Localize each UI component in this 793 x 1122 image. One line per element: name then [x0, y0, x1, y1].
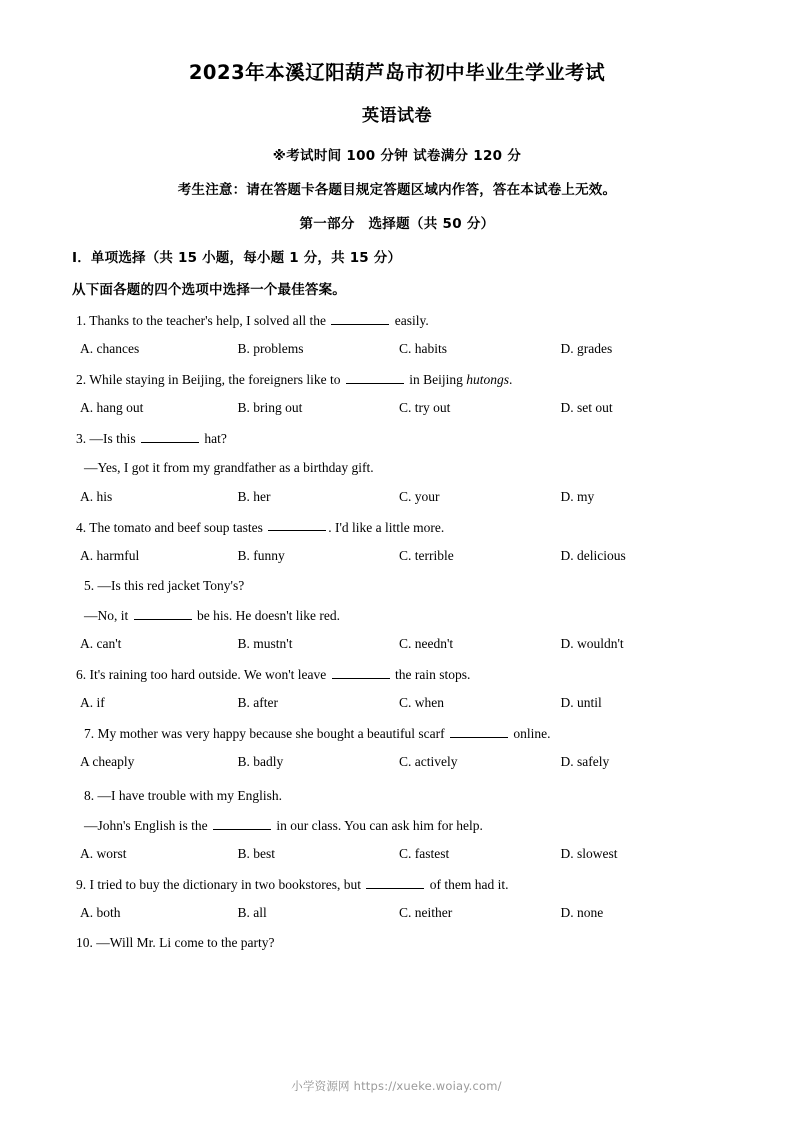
option-d[interactable]: D. delicious [560, 547, 626, 563]
question-options [76, 341, 722, 357]
question-options [76, 548, 722, 564]
candidate-notice: 考生注意：请在答题卡各题目规定答题区域内作答，答在本试卷上无效。 [177, 182, 617, 199]
option-b[interactable]: B. best [237, 846, 276, 862]
question-stem [76, 875, 722, 894]
answer-blank [213, 816, 271, 830]
question-options [76, 489, 722, 505]
option-a[interactable]: A. hang out [80, 400, 144, 416]
option-d[interactable]: D. my [560, 488, 595, 504]
option-b[interactable]: B. mustn't [237, 635, 293, 651]
page-content [72, 58, 722, 952]
question-text-part: 6. It's raining too hard outside. We won't leave [76, 666, 330, 682]
option-c[interactable]: C. neither [399, 905, 453, 921]
question-options [76, 754, 722, 770]
question-text-part: in Beijing [405, 372, 467, 388]
option-b[interactable]: B. problems [237, 341, 304, 357]
question-text-part: easily. [391, 313, 429, 329]
option-d[interactable]: D. slowest [560, 846, 618, 862]
question-text-part: 3. —Is this [76, 431, 140, 447]
watermark-url: https://xueke.woiay.com/ [353, 1079, 502, 1093]
answer-blank [268, 518, 326, 532]
option-c[interactable]: C. fastest [399, 846, 450, 862]
option-a[interactable]: A. if [80, 694, 105, 710]
answer-blank [332, 665, 390, 679]
question-text-part: . I'd like a little more. [328, 519, 445, 535]
question-stem: 10. —Will Mr. Li come to the party? [76, 935, 275, 951]
question-text-part: 9. I tried to buy the dictionary in two bookstores, but [76, 876, 365, 892]
option-d[interactable]: D. set out [560, 400, 613, 416]
watermark-site-name: 小学资源网 [291, 1079, 350, 1093]
question-text-part: 4. The tomato and beef soup tastes [76, 519, 267, 535]
question-dialog-line: —Yes, I got it from my grandfather as a birthday gift. [84, 460, 374, 476]
answer-blank [134, 606, 192, 620]
option-b[interactable]: B. badly [237, 753, 284, 769]
option-c[interactable]: C. terrible [399, 547, 454, 563]
question-stem [76, 665, 722, 684]
answer-blank [141, 429, 199, 443]
watermark [0, 1078, 793, 1094]
option-b[interactable]: B. funny [237, 547, 285, 563]
option-c[interactable]: C. your [399, 488, 440, 504]
option-a[interactable]: A. both [80, 905, 121, 921]
option-a[interactable]: A. harmful [80, 547, 140, 563]
question-text-part: 1. Thanks to the teacher's help, I solved all the [76, 313, 330, 329]
answer-blank [346, 370, 404, 384]
question-text-part: of them had it. [426, 876, 509, 892]
option-d[interactable]: D. until [560, 694, 602, 710]
option-b[interactable]: B. all [237, 905, 267, 921]
exam-info: ※考试时间 100 分钟 试卷满分 120 分 [272, 148, 522, 165]
italic-term: hutongs [466, 372, 509, 388]
question-text-part: —John's English is the [84, 817, 211, 833]
option-a[interactable]: A. worst [80, 846, 127, 862]
option-b[interactable]: B. her [237, 488, 271, 504]
option-d[interactable]: D. none [560, 905, 604, 921]
question-options [76, 695, 722, 711]
question-options [76, 905, 722, 921]
question-stem [84, 724, 722, 743]
question-options [76, 846, 722, 862]
question-stem [76, 311, 722, 330]
option-b[interactable]: B. after [237, 694, 278, 710]
question-text-part: online. [510, 725, 551, 741]
subject-title: 英语试卷 [362, 106, 432, 127]
question-options [76, 400, 722, 416]
option-d[interactable]: D. wouldn't [560, 635, 624, 651]
option-c[interactable]: C. needn't [399, 635, 454, 651]
option-c[interactable]: C. actively [399, 753, 458, 769]
question-text-part: 7. My mother was very happy because she bought a beautiful scarf [84, 725, 449, 741]
question-options [76, 636, 722, 652]
section-title: Ⅰ．单项选择（共 15 小题，每小题 1 分，共 15 分） [72, 250, 402, 267]
page-title: 2023年本溪辽阳葫芦岛市初中毕业生学业考试 [188, 61, 606, 84]
question-dialog-line [84, 606, 722, 625]
question-stem: 5. —Is this red jacket Tony's? [84, 577, 245, 593]
option-d[interactable]: D. grades [560, 341, 613, 357]
question-stem: 8. —I have trouble with my English. [84, 787, 282, 803]
question-text-part: be his. He doesn't like red. [193, 607, 341, 623]
option-b[interactable]: B. bring out [237, 400, 303, 416]
question-stem [76, 370, 722, 389]
question-text-part: hat? [201, 431, 227, 447]
option-c[interactable]: C. try out [399, 400, 451, 416]
option-a[interactable]: A cheaply [80, 753, 135, 769]
answer-blank [450, 724, 508, 738]
question-text-part: the rain stops. [391, 666, 471, 682]
question-text-part: . [508, 372, 513, 388]
question-dialog-line [84, 816, 722, 835]
option-a[interactable]: A. his [80, 488, 113, 504]
section-instruction: 从下面各题的四个选项中选择一个最佳答案。 [72, 282, 346, 299]
option-d[interactable]: D. safely [560, 753, 610, 769]
answer-blank [331, 311, 389, 325]
question-stem [76, 518, 722, 537]
question-stem [76, 429, 722, 448]
part-one-title: 第一部分 选择题（共 50 分） [299, 216, 495, 233]
option-c[interactable]: C. habits [399, 341, 448, 357]
question-text-part: in our class. You can ask him for help. [272, 817, 483, 833]
option-c[interactable]: C. when [399, 694, 444, 710]
answer-blank [366, 875, 424, 889]
option-a[interactable]: A. can't [80, 635, 122, 651]
question-text-part: —No, it [84, 607, 132, 623]
option-a[interactable]: A. chances [80, 341, 140, 357]
question-text-part: 2. While staying in Beijing, the foreigners like to [76, 372, 344, 388]
